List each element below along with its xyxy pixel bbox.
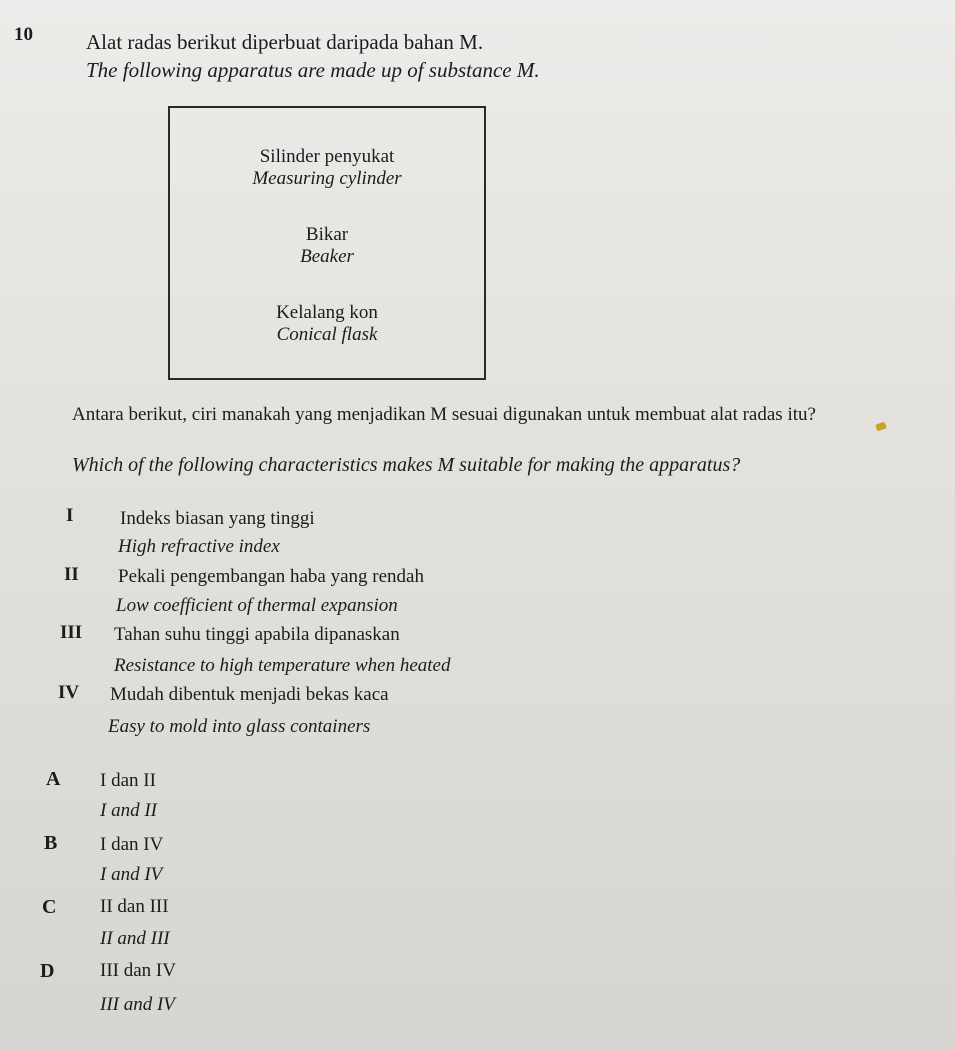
- option-a-malay: I dan II: [100, 770, 156, 791]
- question-stem-english: The following apparatus are made up of substance M.: [86, 58, 540, 82]
- option-letter-a[interactable]: A: [46, 768, 61, 790]
- apparatus-name-malay: Silinder penyukat: [259, 146, 395, 167]
- question-stem-malay: Alat radas berikut diperbuat daripada bahan M.: [86, 30, 484, 54]
- prompt-malay: Antara berikut, ciri manakah yang menjadikan M sesuai digunakan untuk membuat alat radas itu?: [72, 404, 816, 425]
- statement-number: III: [60, 622, 83, 643]
- prompt-english: Which of the following characteristics makes M suitable for making the apparatus?: [72, 454, 741, 476]
- apparatus-box: [168, 106, 486, 380]
- option-b-malay: I dan IV: [100, 834, 164, 855]
- option-d-malay: III dan IV: [100, 960, 176, 981]
- option-d-english: III and IV: [100, 994, 175, 1015]
- statement-number: II: [64, 564, 79, 585]
- option-c-malay: II dan III: [100, 896, 169, 917]
- option-c-english: II and III: [100, 928, 170, 949]
- option-letter-d[interactable]: D: [40, 960, 55, 982]
- statement-number: IV: [58, 682, 80, 703]
- statement-malay: Indeks biasan yang tinggi: [120, 508, 315, 529]
- apparatus-name-english: Measuring cylinder: [252, 168, 402, 189]
- apparatus-name-english: Conical flask: [276, 324, 378, 345]
- statement-english: Resistance to high temperature when heated: [114, 655, 451, 676]
- apparatus-item: [170, 146, 484, 190]
- apparatus-name-malay: Kelalang kon: [276, 302, 378, 323]
- statement-malay: Mudah dibentuk menjadi bekas kaca: [110, 684, 389, 705]
- apparatus-name-english: Beaker: [300, 246, 354, 267]
- apparatus-item: [170, 224, 484, 268]
- option-a-english: I and II: [100, 800, 157, 821]
- statement-english: High refractive index: [118, 536, 280, 557]
- statement-english: Easy to mold into glass containers: [108, 716, 371, 737]
- statement-malay: Tahan suhu tinggi apabila dipanaskan: [114, 624, 400, 645]
- question-number: 10: [14, 24, 33, 45]
- statement-english: Low coefficient of thermal expansion: [116, 595, 398, 616]
- apparatus-item: [170, 302, 484, 346]
- option-b-english: I and IV: [100, 864, 163, 885]
- option-letter-b[interactable]: B: [44, 832, 58, 854]
- option-letter-c[interactable]: C: [42, 896, 57, 918]
- statement-number: I: [66, 505, 74, 526]
- statement-malay: Pekali pengembangan haba yang rendah: [118, 566, 424, 587]
- apparatus-name-malay: Bikar: [305, 224, 349, 245]
- highlight-mark: [875, 422, 887, 432]
